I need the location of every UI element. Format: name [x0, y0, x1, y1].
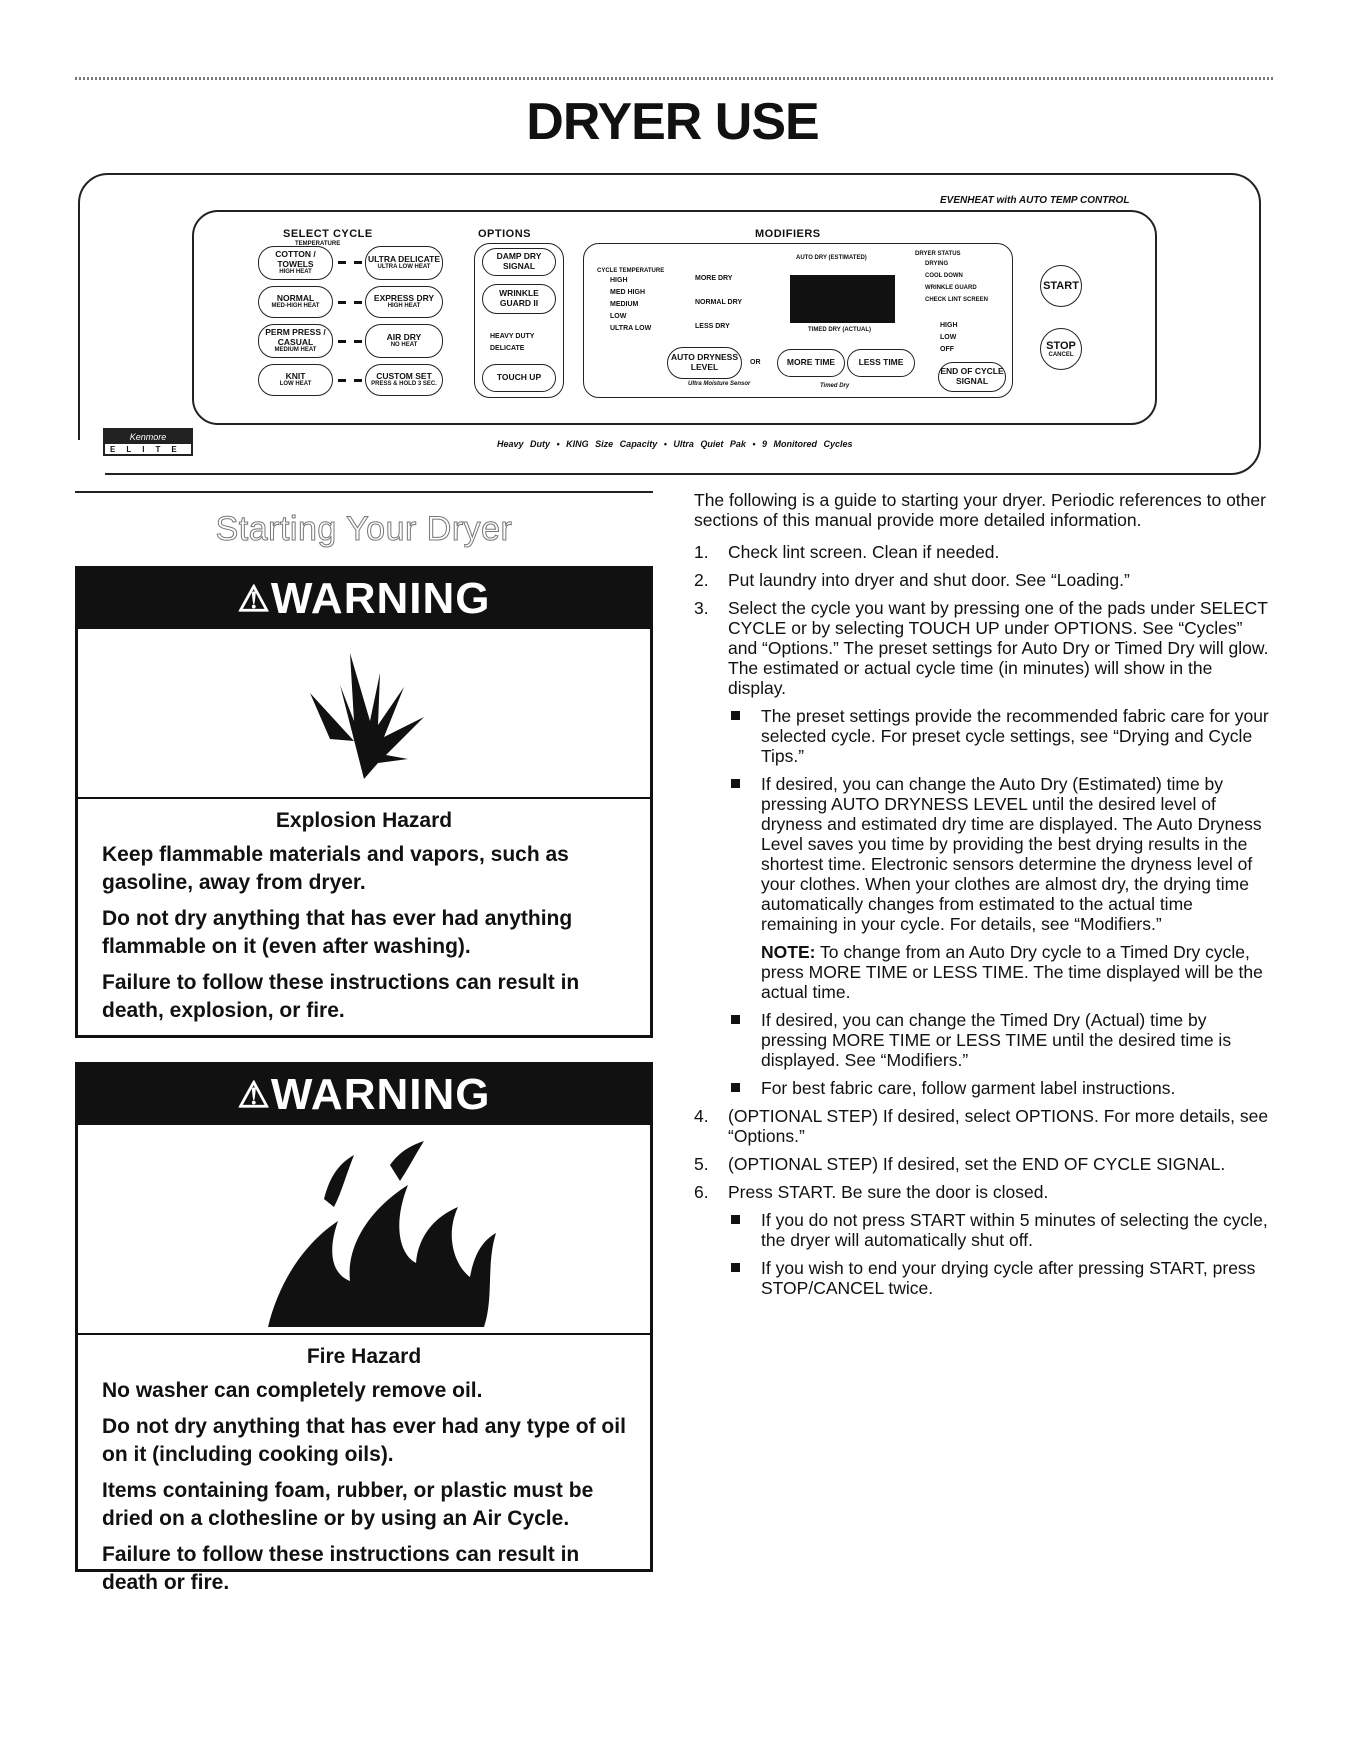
bullet-square-icon [728, 1210, 761, 1250]
page-title: DRYER USE [526, 93, 819, 151]
timed-dry-actual-label: TIMED DRY (ACTUAL) [808, 327, 871, 333]
warning-text: No washer can completely remove oil. [102, 1379, 483, 1402]
options-label: OPTIONS [478, 228, 532, 240]
bullet-item: If you do not press START within 5 minutes of selecting the cycle, the dryer will automatically shut off. [728, 1210, 1274, 1250]
step-item: 4. (OPTIONAL STEP) If desired, select OPTIONS. For more details, see “Options.” [694, 1106, 1269, 1146]
bullet-square-icon [728, 1078, 761, 1098]
end-of-cycle-signal-button: END OF CYCLE SIGNAL [938, 362, 1006, 392]
warning-text: Do not dry anything that has ever had any type of oil on it (including cooking oils). [102, 1415, 626, 1466]
section-rule [75, 491, 653, 493]
cycle-pad-ultra-delicate: ULTRA DELICATE ULTRA LOW HEAT [365, 246, 443, 280]
warning-box-fire [75, 1062, 653, 1594]
warning-box-explosion [75, 566, 653, 1038]
dryer-status-label: DRYER STATUS [915, 251, 961, 257]
step-item: 2. Put laundry into dryer and shut door. See “Loading.” [694, 570, 1130, 590]
bullet-item: If desired, you can change the Auto Dry (Estimated) time by pressing AUTO DRYNESS LEVEL until the desired level of dryness and estimated dry time are displayed. The Auto Dryness Level saves you time by providing the best drying results in the shortest time. Electronic sensors determine the dryness level of your clothes. When your clothes are almost dry, the drying time automatically changes from estimated to the actual time remaining in your cycle. For details, see “Modifiers.” [728, 774, 1274, 934]
cycle-pad-custom-set: CUSTOM SET PRESS & HOLD 3 SEC. [365, 364, 443, 396]
cycle-pad-perm-press: PERM PRESS / CASUAL MEDIUM HEAT [258, 324, 333, 358]
hazard-title: Fire Hazard [306, 1345, 422, 1368]
select-cycle-label: SELECT CYCLE [283, 228, 373, 240]
cycle-pad-express-dry: EXPRESS DRY HIGH HEAT [365, 286, 443, 318]
section-heading: Starting Your Dryer [215, 510, 513, 548]
step-item: 5. (OPTIONAL STEP) If desired, set the END OF CYCLE SIGNAL. [694, 1154, 1226, 1174]
stop-button: STOP CANCEL [1040, 328, 1082, 370]
option-heavy-duty: HEAVY DUTY [490, 333, 535, 340]
time-display [790, 275, 895, 323]
bullet-item: For best fabric care, follow garment label instructions. [728, 1078, 1274, 1098]
warning-text: Do not dry anything that has ever had anything flammable on it (even after washing). [102, 907, 573, 958]
more-time-button: MORE TIME [777, 349, 845, 377]
modifiers-label: MODIFIERS [755, 228, 821, 240]
warning-triangle-icon: ⚠ [237, 1074, 271, 1115]
note-paragraph: NOTE: To change from an Auto Dry cycle to a Timed Dry cycle, press MORE TIME or LESS TIME. The time displayed will be the actual time. [761, 942, 1263, 1002]
temperature-label: TEMPERATURE [295, 241, 341, 247]
cycle-pad-normal: NORMAL MED-HIGH HEAT [258, 286, 333, 318]
warning-text: Failure to follow these instructions can result in death, explosion, or fire. [102, 971, 580, 1022]
warning-text: Failure to follow these instructions can result in death or fire. [102, 1543, 580, 1594]
bullet-square-icon [728, 1010, 761, 1070]
warning-text: Items containing foam, rubber, or plastic must be dried on a clothesline or by using an Air Cycle. [102, 1479, 594, 1530]
less-time-button: LESS TIME [847, 349, 915, 377]
fire-icon [78, 1125, 650, 1335]
warning-triangle-icon: ⚠ [237, 578, 271, 619]
start-button: START [1040, 265, 1082, 307]
option-wrinkle-guard: WRINKLE GUARD II [482, 284, 556, 314]
bullet-square-icon [728, 706, 761, 766]
auto-dry-label: AUTO DRY (ESTIMATED) [796, 255, 867, 261]
warning-header: ⚠WARNING [78, 1065, 650, 1125]
step-item: 6. Press START. Be sure the door is closed. [694, 1182, 1049, 1202]
option-damp-dry: DAMP DRY SIGNAL [482, 248, 556, 276]
instructions-column [694, 490, 1274, 1306]
warning-header: ⚠WARNING [78, 569, 650, 629]
intro-paragraph: The following is a guide to starting your dryer. Periodic references to other sections of this manual provide more detailed information. [694, 490, 1266, 530]
hazard-title: Explosion Hazard [275, 809, 453, 832]
cycle-pad-air-dry: AIR DRY NO HEAT [365, 324, 443, 358]
explosion-icon [78, 629, 650, 799]
bullet-square-icon [728, 774, 761, 934]
option-touch-up: TOUCH UP [482, 364, 556, 392]
bullet-item: If you wish to end your drying cycle after pressing START, press STOP/CANCEL twice. [728, 1258, 1274, 1298]
warning-text: Keep flammable materials and vapors, such as gasoline, away from dryer. [102, 843, 569, 894]
bullet-item: The preset settings provide the recommended fabric care for your selected cycle. For preset cycle settings, see “Drying and Cycle Tips.” [728, 706, 1274, 766]
feature-line: Heavy Duty • KING Size Capacity • Ultra Quiet Pak • 9 Monitored Cycles [497, 439, 853, 449]
brand-line: EVENHEAT with AUTO TEMP CONTROL [940, 195, 1130, 206]
option-delicate: DELICATE [490, 345, 525, 352]
cycle-pad-cotton: COTTON / TOWELS HIGH HEAT [258, 246, 333, 280]
bullet-item: If desired, you can change the Timed Dry (Actual) time by pressing MORE TIME or LESS TIME until the desired time is displayed. See “Modifiers.” [728, 1010, 1274, 1070]
cycle-temperature-label: CYCLE TEMPERATURE [597, 268, 665, 274]
auto-dryness-button: AUTO DRYNESS LEVEL [667, 347, 742, 379]
step-item: 1. Check lint screen. Clean if needed. [694, 542, 1000, 562]
step-item: 3. Select the cycle you want by pressing one of the pads under SELECT CYCLE or by selecting TOUCH UP under OPTIONS. See “Cycles” and “Options.” The preset settings for Auto Dry or Timed Dry will glow. The estimated or actual cycle time (in minutes) will show in the display. [694, 598, 1269, 698]
cycle-pad-knit: KNIT LOW HEAT [258, 364, 333, 396]
bullet-square-icon [728, 1258, 761, 1298]
brand-logo: Kenmore ELITE [103, 428, 193, 456]
top-dotted-rule [75, 77, 1275, 80]
